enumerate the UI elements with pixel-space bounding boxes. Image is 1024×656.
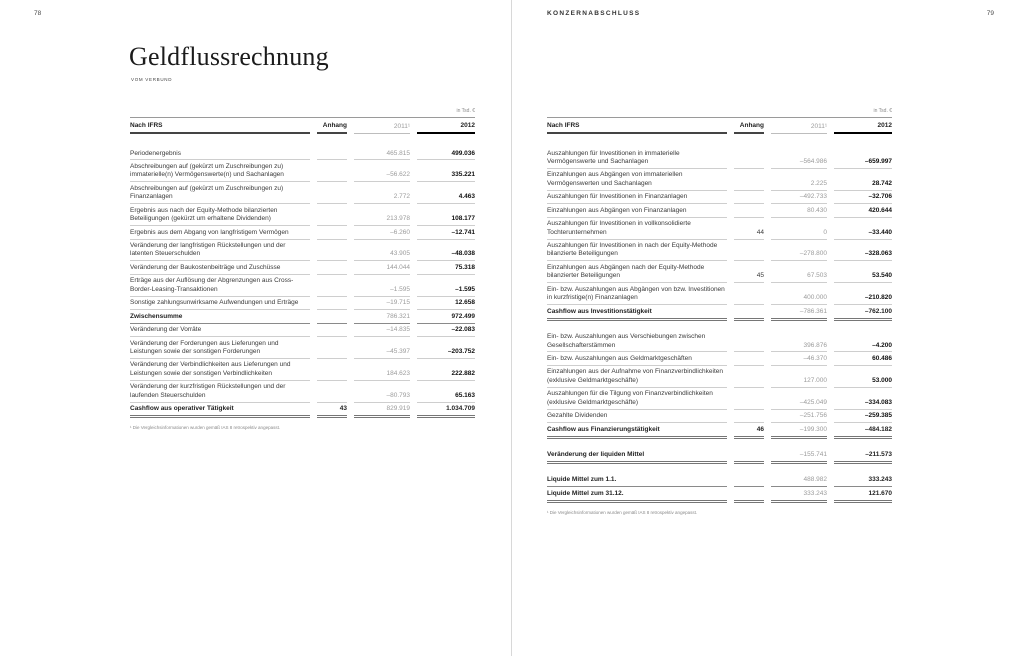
- footnote: ¹ Die Vergleichsinformationen wurden gemäß IAS 8 retrospektiv angepasst.: [547, 509, 698, 515]
- row-value-2011: 400.000: [771, 292, 827, 305]
- row-label: Ein- bzw. Auszahlungen aus Abgängen von bzw. Investitionen in kurzfristige(n) Finanzanlagen: [547, 283, 727, 305]
- table-row: [547, 240, 892, 262]
- row-anhang: [317, 220, 347, 226]
- row-value-2012: 65.163: [417, 389, 475, 402]
- row-value-2011: –278.800: [771, 248, 827, 261]
- row-label: Auszahlungen für Investitionen in nach der Equity-Methode bilanzierte Beteiligungen: [547, 240, 727, 262]
- row-label: Veränderung der Forderungen aus Lieferungen und Leistungen sowie der sonstigen Forderungen: [130, 337, 310, 359]
- page-gutter-divider: [511, 0, 512, 656]
- table-row: [130, 403, 475, 418]
- row-value-2012: 60.486: [834, 352, 892, 365]
- row-value-2012: –22.083: [417, 324, 475, 337]
- table-row: [547, 423, 892, 438]
- row-anhang: [734, 255, 764, 261]
- page-title: Geldflussrechnung: [129, 42, 329, 71]
- row-anhang: [734, 212, 764, 218]
- row-label: Erträge aus der Auflösung der Abgrenzungen aus Cross-Border-Leasing-Transaktionen: [130, 275, 310, 297]
- row-label: Einzahlungen aus Abgängen von immateriellen Vermögenswerten und Sachanlagen: [547, 169, 727, 191]
- row-value-2011: –80.793: [354, 389, 410, 402]
- table-header: [547, 117, 892, 134]
- column-header-2011: 2011¹: [354, 123, 410, 134]
- table-row: [547, 410, 892, 423]
- row-anhang: [317, 234, 347, 240]
- row-value-2011: –46.370: [771, 352, 827, 365]
- row-anhang: [317, 291, 347, 297]
- row-anhang: 46: [734, 423, 764, 438]
- page-subtitle: VOM VERBUND: [131, 77, 173, 82]
- table-row: [547, 366, 892, 388]
- row-label: Ein- bzw. Auszahlungen aus Geldmarktgeschäften: [547, 352, 727, 365]
- row-value-2012: –32.706: [834, 191, 892, 204]
- table-body: [130, 134, 475, 418]
- row-anhang: [317, 176, 347, 182]
- row-label: Veränderung der langfristigen Rückstellungen und der latenten Steuerschulden: [130, 240, 310, 262]
- row-value-2011: 786.321: [354, 310, 410, 323]
- table-row: [130, 160, 475, 182]
- row-value-2012: –762.100: [834, 305, 892, 320]
- row-anhang: [734, 481, 764, 487]
- row-value-2012: 972.499: [417, 310, 475, 323]
- row-label: Zwischensumme: [130, 310, 310, 323]
- row-value-2012: 121.670: [834, 487, 892, 502]
- table-row: [130, 310, 475, 323]
- row-value-2011: 67.503: [771, 270, 827, 283]
- table-row: [130, 337, 475, 359]
- row-label: Sonstige zahlungsunwirksame Aufwendungen und Erträge: [130, 297, 310, 310]
- row-label: Abschreibungen auf (gekürzt um Zuschreibungen zu) Finanzanlagen: [130, 182, 310, 204]
- row-value-2012: –659.997: [834, 155, 892, 168]
- row-value-2012: –4.200: [834, 339, 892, 352]
- row-value-2012: –484.182: [834, 423, 892, 438]
- row-label: Veränderung der kurzfristigen Rückstellungen und der laufenden Steuerschulden: [130, 381, 310, 403]
- row-label: Einzahlungen aus der Aufnahme von Finanzverbindlichkeiten (exklusive Geldmarktgeschäfte): [547, 366, 727, 388]
- row-value-2012: –259.385: [834, 410, 892, 423]
- row-anhang: 45: [734, 270, 764, 283]
- row-label: Auszahlungen für Investitionen in immaterielle Vermögenswerte und Sachanlagen: [547, 147, 727, 169]
- row-label: Veränderung der Verbindlichkeiten aus Lieferungen und Leistungen sowie der sonstigen Verbindlichkeiten: [130, 359, 310, 381]
- row-value-2011: –199.300: [771, 423, 827, 438]
- table-row: [547, 218, 892, 240]
- row-anhang: [734, 495, 764, 503]
- table-row: [130, 240, 475, 262]
- table-row: [547, 261, 892, 283]
- table-row: [130, 359, 475, 381]
- table-row: [547, 305, 892, 320]
- row-value-2012: 28.742: [834, 177, 892, 190]
- row-label: Periodenergebnis: [130, 147, 310, 160]
- row-anhang: [317, 375, 347, 381]
- row-anhang: [317, 331, 347, 337]
- row-label: Auszahlungen für Investitionen in Finanzanlagen: [547, 191, 727, 204]
- table-row: [130, 204, 475, 226]
- table-body: [547, 134, 892, 503]
- row-value-2012: –203.752: [417, 345, 475, 358]
- row-value-2012: 420.644: [834, 204, 892, 217]
- row-anhang: [317, 255, 347, 261]
- row-anhang: 43: [317, 403, 347, 418]
- row-label: Auszahlungen für die Tilgung von Finanzverbindlichkeiten (exklusive Geldmarktgeschäfte): [547, 388, 727, 410]
- row-value-2012: –334.083: [834, 396, 892, 409]
- table-row: [547, 331, 892, 353]
- row-anhang: [317, 304, 347, 310]
- row-value-2012: 1.034.709: [417, 403, 475, 418]
- row-value-2011: 333.243: [771, 487, 827, 502]
- row-value-2011: –6.260: [354, 226, 410, 239]
- row-label: Veränderung der liquiden Mittel: [547, 449, 727, 464]
- row-label: Ein- bzw. Auszahlungen aus Verschiebungen zwischen Gesellschafterstämmen: [547, 331, 727, 353]
- table-row: [547, 191, 892, 204]
- table-row: [547, 388, 892, 410]
- row-label: Gezahlte Dividenden: [547, 410, 727, 423]
- row-label: Abschreibungen auf (gekürzt um Zuschreibungen zu) immaterielle(n) Vermögenswerte(n) und Sachanlagen: [130, 160, 310, 182]
- row-label: Einzahlungen aus Abgängen von Finanzanlagen: [547, 204, 727, 217]
- row-label: Einzahlungen aus Abgängen nach der Equity-Methode bilanzierter Beteiligungen: [547, 261, 727, 283]
- table-row: [130, 147, 475, 160]
- row-anhang: [734, 185, 764, 191]
- row-label: Cashflow aus Investitionstätigkeit: [547, 305, 727, 320]
- row-label: Auszahlungen für Investitionen in vollkonsolidierte Tochterunternehmen: [547, 218, 727, 240]
- table-row: [547, 147, 892, 169]
- row-value-2011: 127.000: [771, 374, 827, 387]
- table-header: [130, 117, 475, 134]
- row-value-2012: –33.440: [834, 226, 892, 239]
- row-value-2011: 465.815: [354, 147, 410, 160]
- column-header-2012: 2012: [834, 122, 892, 134]
- row-value-2011: –1.595: [354, 283, 410, 296]
- row-label: Cashflow aus Finanzierungstätigkeit: [547, 423, 727, 438]
- row-value-2011: 184.623: [354, 367, 410, 380]
- table-row: [130, 182, 475, 204]
- row-value-2011: –56.622: [354, 169, 410, 182]
- row-anhang: [734, 346, 764, 352]
- row-value-2012: 108.177: [417, 213, 475, 226]
- column-header-2012: 2012: [417, 122, 475, 134]
- row-value-2012: 75.318: [417, 261, 475, 274]
- row-anhang: [734, 198, 764, 204]
- row-value-2011: 43.905: [354, 248, 410, 261]
- footnote: ¹ Die Vergleichsinformationen wurden gemäß IAS 8 retrospektiv angepasst.: [130, 425, 281, 431]
- table-row: [130, 261, 475, 274]
- row-label: Cashflow aus operativer Tätigkeit: [130, 403, 310, 418]
- row-label: Ergebnis aus dem Abgang von langfristigem Vermögen: [130, 226, 310, 239]
- row-anhang: [317, 269, 347, 275]
- table-row: [130, 275, 475, 297]
- row-value-2011: –14.835: [354, 324, 410, 337]
- row-label: Liquide Mittel zum 31.12.: [547, 487, 727, 502]
- row-anhang: [734, 404, 764, 410]
- row-anhang: [734, 163, 764, 169]
- row-value-2011: –155.741: [771, 449, 827, 464]
- row-value-2011: 396.876: [771, 339, 827, 352]
- row-value-2012: 53.000: [834, 374, 892, 387]
- row-value-2011: 2.772: [354, 191, 410, 204]
- row-anhang: [734, 299, 764, 305]
- table-row: [547, 487, 892, 502]
- table-row: [547, 474, 892, 487]
- row-anhang: [317, 198, 347, 204]
- row-value-2012: 335.221: [417, 169, 475, 182]
- row-value-2011: 488.982: [771, 474, 827, 487]
- row-value-2012: 333.243: [834, 474, 892, 487]
- unit-label: in Tsd. €: [873, 108, 892, 114]
- row-value-2011: –251.756: [771, 410, 827, 423]
- table-row: [130, 381, 475, 403]
- column-header-nach-ifrs: Nach IFRS: [547, 122, 727, 134]
- row-value-2011: –425.049: [771, 396, 827, 409]
- page-right: [512, 0, 1024, 656]
- cashflow-table-operating: [130, 108, 475, 430]
- row-value-2012: 499.036: [417, 147, 475, 160]
- row-value-2011: 829.919: [354, 403, 410, 418]
- running-head: KONZERNABSCHLUSS: [547, 10, 641, 17]
- column-header-anhang: Anhang: [734, 122, 764, 134]
- row-value-2011: –492.733: [771, 191, 827, 204]
- row-value-2011: 144.044: [354, 261, 410, 274]
- row-value-2011: 80.430: [771, 204, 827, 217]
- row-value-2012: –211.573: [834, 449, 892, 464]
- column-header-2011: 2011¹: [771, 123, 827, 134]
- row-label: Ergebnis aus nach der Equity-Methode bilanzierten Beteiligungen (gekürzt um erhaltene Dividenden): [130, 204, 310, 226]
- row-value-2012: –12.741: [417, 226, 475, 239]
- row-value-2012: –1.595: [417, 283, 475, 296]
- table-row: [547, 204, 892, 217]
- table-row: [547, 352, 892, 365]
- row-value-2011: 213.978: [354, 213, 410, 226]
- table-row: [130, 226, 475, 239]
- row-value-2012: –328.063: [834, 248, 892, 261]
- row-value-2012: –48.038: [417, 248, 475, 261]
- row-value-2012: 12.658: [417, 297, 475, 310]
- row-value-2011: –564.986: [771, 155, 827, 168]
- row-value-2011: –19.715: [354, 297, 410, 310]
- row-value-2012: 53.540: [834, 270, 892, 283]
- page-number-left: 78: [34, 10, 42, 17]
- column-header-anhang: Anhang: [317, 122, 347, 134]
- table-row: [130, 324, 475, 337]
- row-value-2012: –210.820: [834, 292, 892, 305]
- row-value-2011: 0: [771, 226, 827, 239]
- row-label: Veränderung der Vorräte: [130, 324, 310, 337]
- row-anhang: [317, 154, 347, 160]
- table-row: [130, 297, 475, 310]
- row-anhang: [317, 353, 347, 359]
- page-number-right: 79: [986, 10, 994, 17]
- table-row: [547, 449, 892, 464]
- row-anhang: 44: [734, 226, 764, 239]
- row-label: Liquide Mittel zum 1.1.: [547, 474, 727, 487]
- row-anhang: [734, 382, 764, 388]
- cashflow-table-investing-financing: [547, 108, 892, 515]
- table-row: [547, 283, 892, 305]
- unit-label: in Tsd. €: [456, 108, 475, 114]
- table-row: [547, 169, 892, 191]
- row-value-2011: 2.225: [771, 177, 827, 190]
- row-anhang: [734, 313, 764, 321]
- column-header-nach-ifrs: Nach IFRS: [130, 122, 310, 134]
- row-value-2011: –45.397: [354, 345, 410, 358]
- row-anhang: [734, 456, 764, 464]
- row-anhang: [734, 360, 764, 366]
- row-value-2012: 222.882: [417, 367, 475, 380]
- row-value-2011: –786.361: [771, 305, 827, 320]
- row-label: Veränderung der Baukostenbeiträge und Zuschüsse: [130, 261, 310, 274]
- row-value-2012: 4.463: [417, 191, 475, 204]
- row-anhang: [317, 318, 347, 324]
